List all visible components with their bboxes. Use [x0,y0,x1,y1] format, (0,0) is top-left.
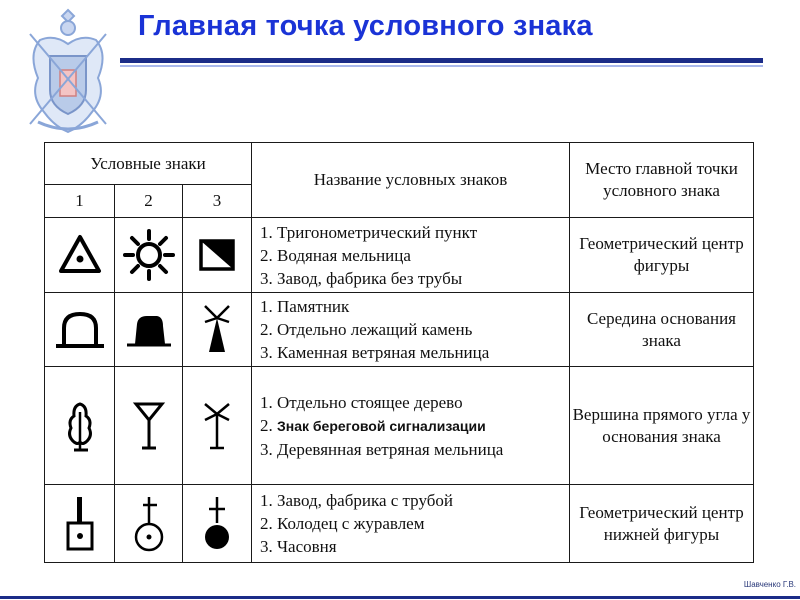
sign-cell [183,485,252,563]
title-divider-light [120,65,763,67]
coast-signal-icon [129,398,169,454]
sign-name: 3. Каменная ветряная мельница [260,343,490,362]
sign-cell [183,218,252,293]
sign-cell [45,485,115,563]
col-number-1: 1 [45,185,115,218]
triangle-dot-icon [55,230,105,280]
sign-name: 3. Завод, фабрика без трубы [260,268,463,288]
crane-well-icon [129,493,169,555]
factory-chimney-icon [60,493,100,555]
table-row [45,218,754,293]
main-point-place: Вершина прямого угла у основания знака [570,367,754,485]
chapel-icon [197,493,237,555]
arch-monument-icon [54,308,106,352]
stone-icon [123,308,175,352]
sign-name: 1. Завод, фабрика с трубой [260,491,453,510]
sign-name: 2. Водяная мельница [260,245,411,265]
emblem-logo [18,4,118,138]
header-names: Название условных знаков [252,143,570,218]
sign-name: 1. Отдельно стоящее дерево [260,392,463,412]
author-credit: Шавченко Г.В. [743,580,796,589]
sign-cell [45,367,115,485]
sign-cell [45,218,115,293]
table-row [45,293,754,367]
main-point-place: Геометрический центр нижней фигуры [570,485,754,563]
sign-number: 2. [260,415,273,435]
sign-cell [115,485,183,563]
sign-name: 2. Отдельно лежащий камень [260,320,473,339]
sun-wheel-icon [121,227,177,283]
page-title: Главная точка условного знака [138,10,593,42]
sign-name: 3. Деревянная ветряная мельница [260,439,504,459]
windmill-stone-icon [197,302,237,358]
sign-name: 1. Памятник [260,297,350,316]
sign-cell [183,367,252,485]
sign-name: 2. Колодец с журавлем [260,514,425,533]
title-divider [120,58,763,63]
col-number-2: 2 [115,185,183,218]
table-row [45,485,754,563]
sign-names [252,367,570,485]
sign-name-overlay: Знак береговой сигнализации [277,417,486,434]
main-point-place: Середина основания знака [570,293,754,367]
footer-divider [0,596,800,599]
sign-cell [115,293,183,367]
wooden-windmill-icon [197,398,237,454]
sign-name: 3. Часовня [260,537,337,556]
main-point-place: Геометрический центр фигуры [570,218,754,293]
sign-name: 1. Тригонометрический пункт [260,222,478,242]
sign-names [252,218,570,293]
col-number-3: 3 [183,185,252,218]
sign-names [252,293,570,367]
half-filled-square-icon [197,235,237,275]
header-place: Место главной точки условного знака [570,143,754,218]
sign-cell [183,293,252,367]
sign-names [252,485,570,563]
signs-table [44,142,754,563]
table-row [45,367,754,485]
sign-cell [115,367,183,485]
tree-icon [60,398,100,454]
sign-cell [115,218,183,293]
sign-cell [45,293,115,367]
sign-name [260,414,569,438]
header-signs: Условные знаки [45,143,252,185]
